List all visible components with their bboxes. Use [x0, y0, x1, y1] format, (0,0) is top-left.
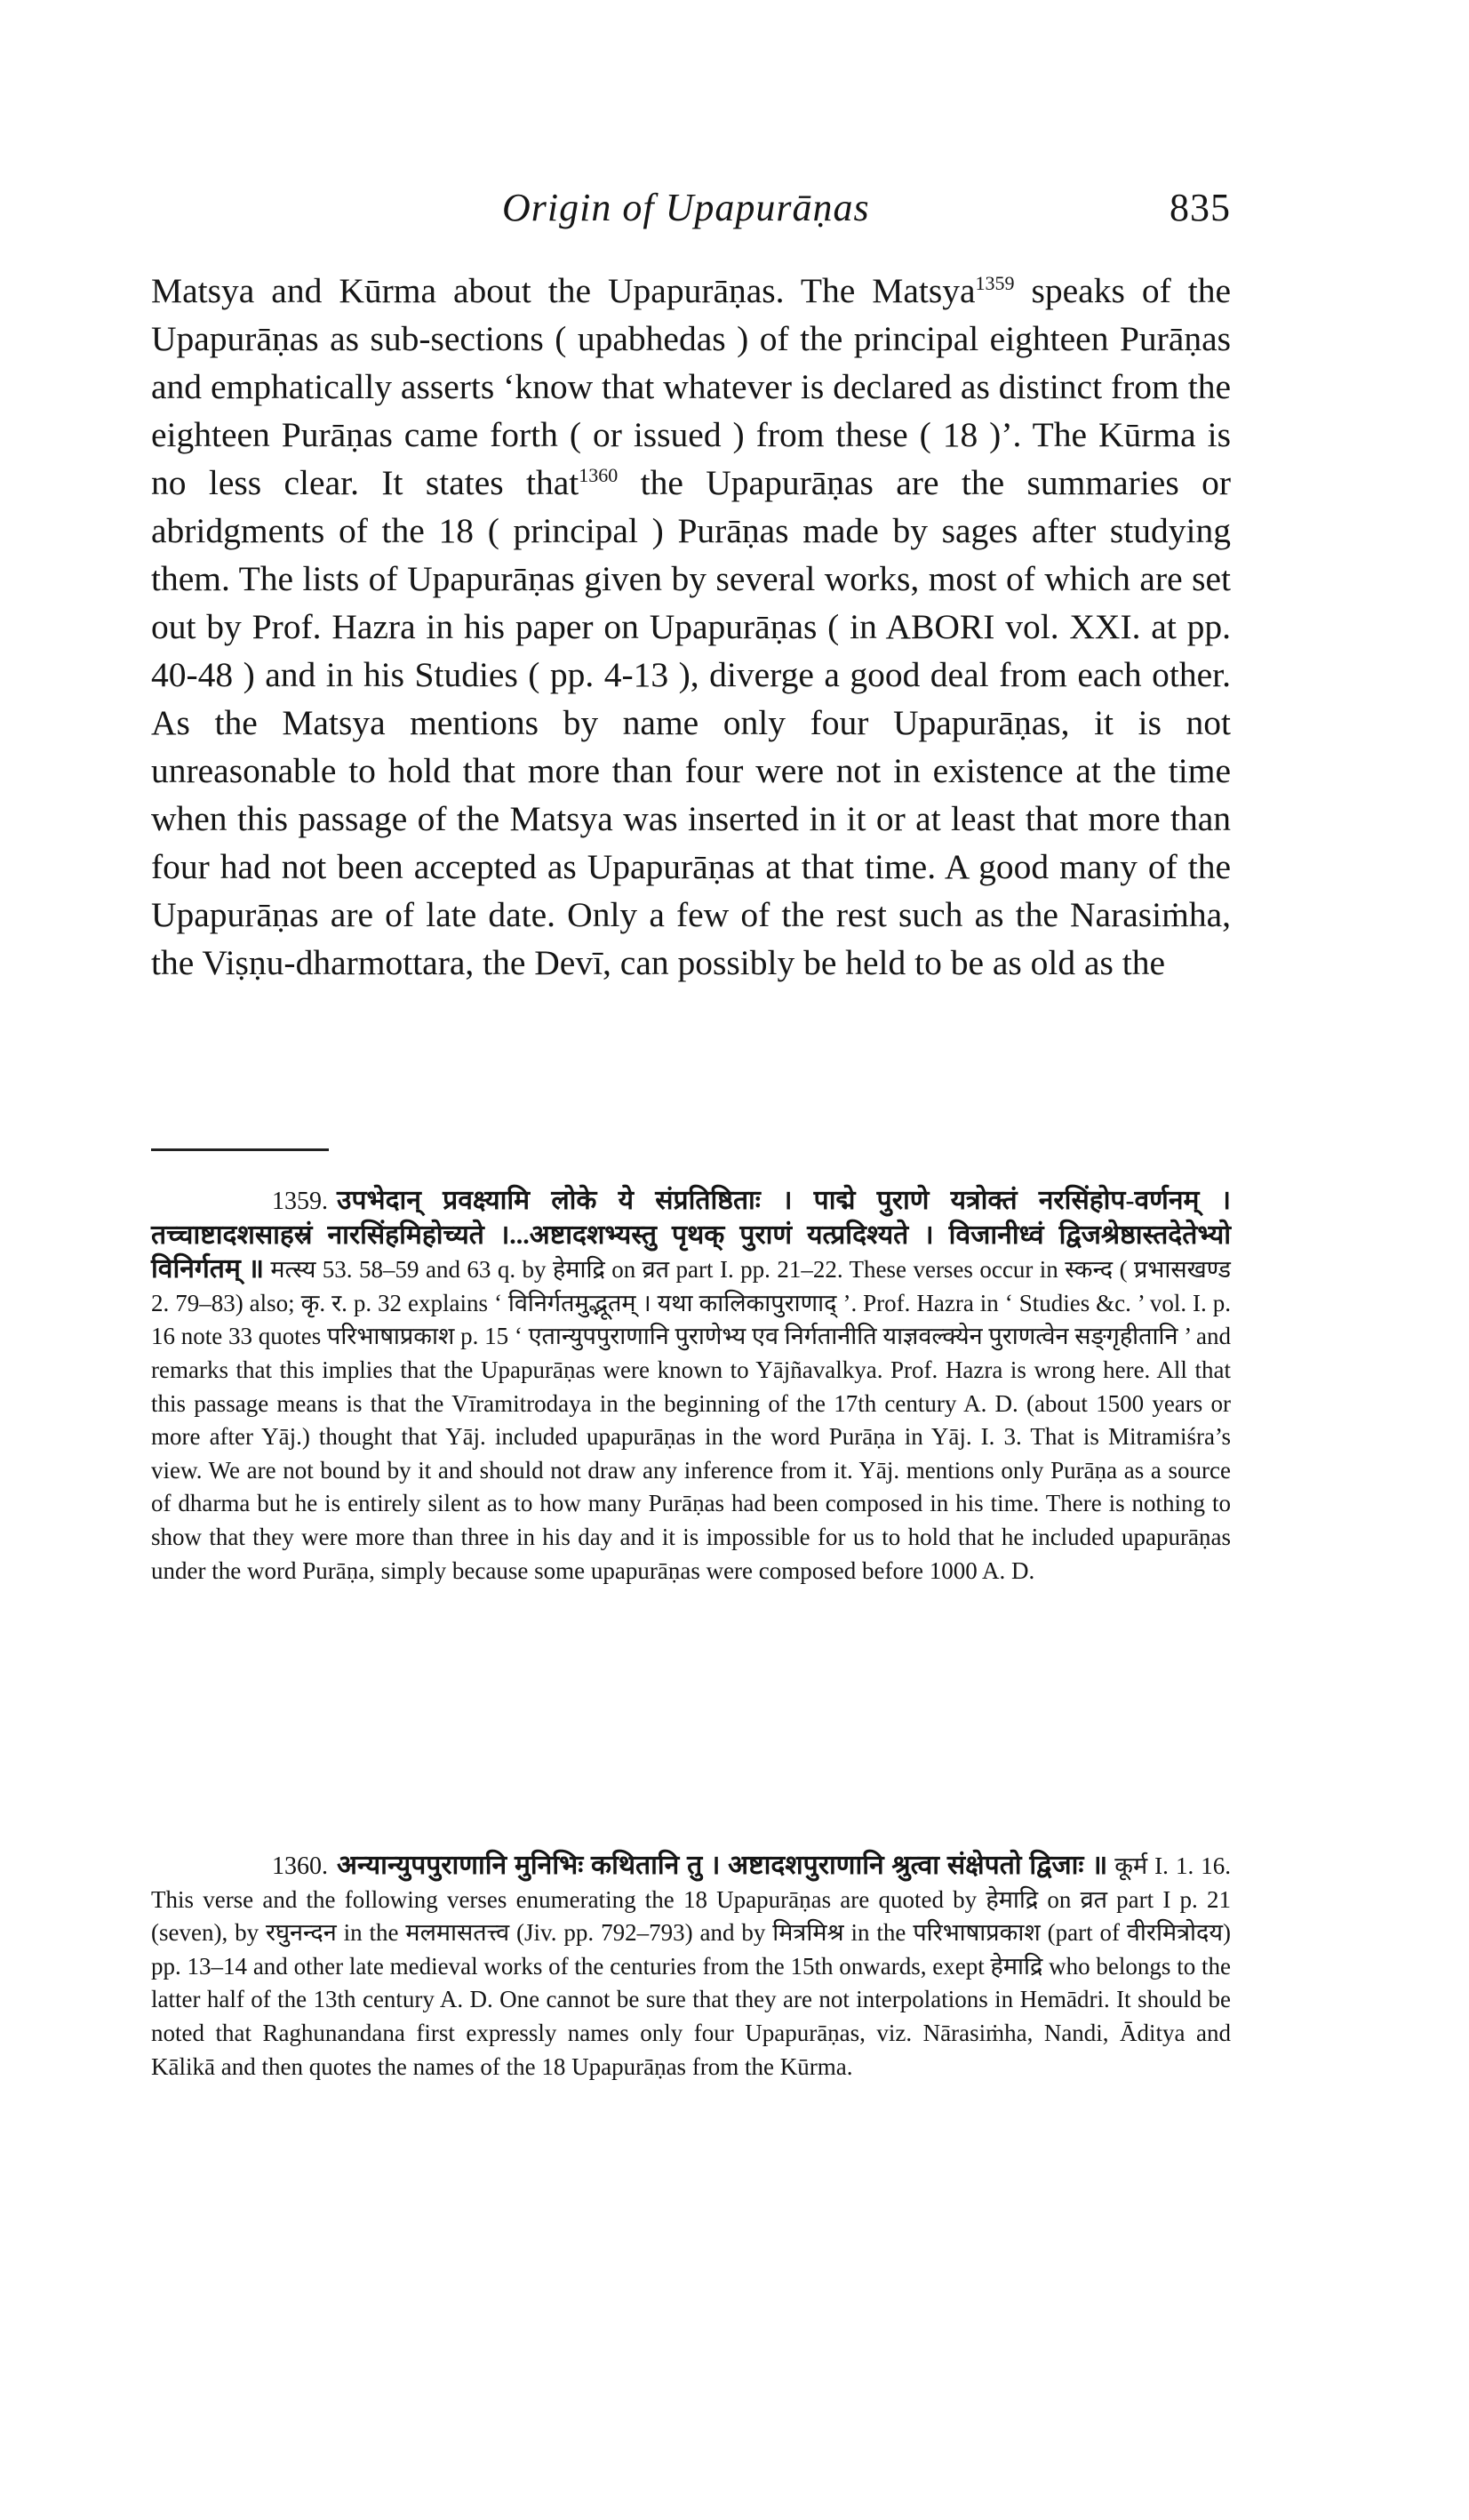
page-header: [502, 185, 1231, 238]
footnote-number: 1359.: [272, 1188, 328, 1215]
footnote-body: कूर्म I. 1. 16. This verse and the following verses enumerating the 18 Upapurāṇas are quoted by हेमाद्रि on व्रत part I p. 21 (seven), by रघुनन्दन in the मलमासतत्त्व (Jiv. pp. 792–793) and by मित्रमिश्र in the परिभाषाप्रकाश (part of वीरमित्रोदय) pp. 13–14 and other late medieval works of the centuries from the 15th onwards, exept हेमाद्रि who belongs to the latter half of the 13th century A. D. One cannot be sure that they are not interpolations in Hemādri. It should be noted that Raghunandana first expressly names only four Upapurāṇas, viz. Nārasiṁha, Nandi, Āditya and Kālikā and then quotes the names of the 18 Upapurāṇas from the Kūrma.: [151, 1852, 1231, 2080]
footnote-separator-rule: [151, 1148, 329, 1151]
sanskrit-quote: उपभेदान् प्रवक्ष्यामि लोके ये संप्रतिष्ठिताः । पाद्मे पुराणे यत्रोक्तं नरसिंहोप-वर्णनम् । तच्चाष्टादशसाहस्रं नारसिंहमिहोच्यते ।...अष्टादशभ्यस्तु पृथक् पुराणं यत्प्रदिश्यते । विजानीध्वं द्विजश्रेष्ठास्तदेतेभ्यो विनिर्गतम् ॥: [151, 1186, 1231, 1284]
footnote-ref-1360: 1360: [579, 463, 619, 486]
sanskrit-quote: अन्यान्युपपुराणानि मुनिभिः कथितानि तु । अष्टादशपुराणानि श्रुत्वा संक्षेपतो द्विजाः ॥: [337, 1851, 1108, 1880]
main-paragraph: [151, 267, 1231, 987]
main-text-part-1: Matsya and Kūrma about the Upapurāṇas. The Matsya: [151, 271, 976, 310]
main-text-part-3: the Upapurāṇas are the summaries or abridgments of the 18 ( principal ) Purāṇas made by sages after studying them. The lists of Upapurāṇas given by several works, most of which are set out by Prof. Hazra in his paper on Upapurāṇas ( in ABORI vol. XXI. at pp. 40-48 ) and in his Studies ( pp. 4-13 ), diverge a good deal from each other. As the Matsya mentions by name only four Upapurāṇas, it is not unreasonable to hold that more than four were not in existence at the time when this passage of the Matsya was inserted in it or at least that more than four had not been accepted as Upapurāṇas at that time. A good many of the Upapurāṇas are of late date. Only a few of the rest such as the Narasiṁha, the Viṣṇu-dharmottara, the Devī, can possibly be held to be as old as the: [151, 463, 1231, 982]
running-title: Origin of Upapurāṇas: [502, 186, 870, 229]
page-number: 835: [1170, 186, 1231, 229]
footnote-ref-1359: 1359: [975, 271, 1015, 294]
footnote-1360: [151, 1849, 1231, 2084]
footnote-number: 1360.: [272, 1852, 328, 1880]
main-text-part-2: speaks of the Upapurāṇas as sub-sections ( upabhedas ) of the principal eighteen Purāṇas and emphatically asserts ‘know that whatever is declared as distinct from the eighteen Purāṇas came forth ( or issued ) from these ( 18 )’. The Kūrma is no less clear. It states that: [151, 271, 1232, 502]
footnote-1359: [151, 1184, 1231, 1588]
footnote-body: मत्स्य 53. 58–59 and 63 q. by हेमाद्रि on व्रत part I. pp. 21–22. These verses occur in स्कन्द ( प्रभासखण्ड 2. 79–83) also; कृ. र. p. 32 explains ‘ विनिर्गतमुद्भूतम् । यथा कालिकापुराणाद् ’. Prof. Hazra in ‘ Studies &c. ’ vol. I. p. 16 note 33 quotes परिभाषाप्रकाश p. 15 ‘ एतान्युपपुराणानि पुराणेभ्य एव निर्गतानीति याज्ञवल्क्येन पुराणत्वेन सङ्गृहीतानि ’ and remarks that this implies that the Upapurāṇas were known to Yājñavalkya. Prof. Hazra is wrong here. All that this passage means is that the Vīramitrodaya in the beginning of the 17th century A. D. (about 1500 years or more after Yāj.) thought that Yāj. included upapurāṇas in the word Purāṇa in Yāj. I. 3. That is Mitramiśra’s view. We are not bound by it and should not draw any inference from it. Yāj. mentions only Purāṇa as a source of dharma but he is entirely silent as to how many Purāṇas had been composed in his time. There is nothing to show that they were more than three in his day and it is impossible for us to hold that he included upapurāṇas under the word Purāṇa, simply because some upapurāṇas were composed before 1000 A. D.: [151, 1256, 1232, 1584]
